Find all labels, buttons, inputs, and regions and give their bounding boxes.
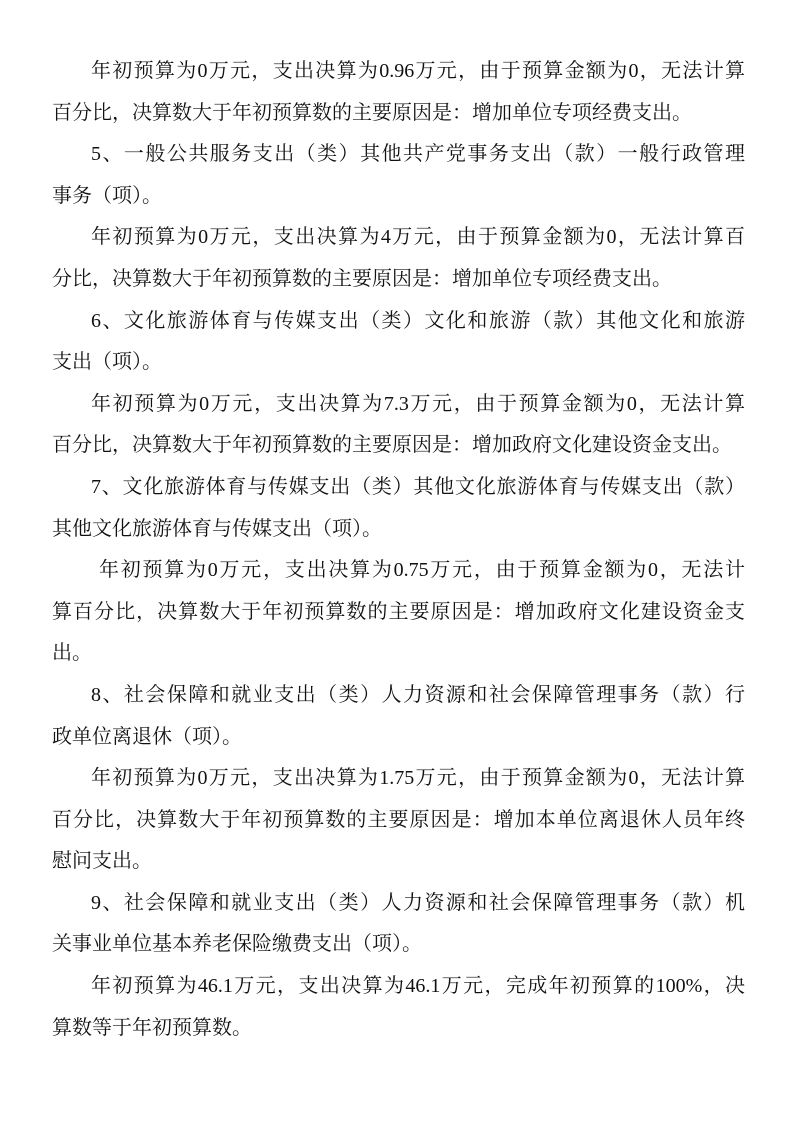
item-heading-8 <box>52 675 745 758</box>
text-line: 算数等于年初预算数。 <box>52 1016 252 1039</box>
text-line: 事务（项）。 <box>52 184 162 207</box>
budget-explanation-paragraph <box>52 758 745 883</box>
text-line: 7、文化旅游体育与传媒支出（类）其他文化旅游体育与传媒支出（款） <box>91 475 745 498</box>
text-line: 算百分比，决算数大于年初预算数的主要原因是：增加政府文化建设资金支 <box>52 600 745 623</box>
text-line: 年初预算为0万元，支出决算为0.75万元，由于预算金额为0，无法计 <box>99 559 745 582</box>
text-line: 年初预算为0万元，支出决算为7.3万元，由于预算金额为0，无法计算 <box>91 392 745 415</box>
text-line: 关事业单位基本养老保险缴费支出（项）。 <box>52 933 422 956</box>
text-line: 百分比，决算数大于年初预算数的主要原因是：增加单位专项经费支出。 <box>52 101 692 124</box>
item-heading-9 <box>52 883 745 966</box>
text-line: 年初预算为0万元，支出决算为4万元，由于预算金额为0，无法计算百 <box>91 226 745 249</box>
text-line: 其他文化旅游体育与传媒支出（项）。 <box>52 517 382 540</box>
document-page <box>52 51 745 1049</box>
text-line: 6、文化旅游体育与传媒支出（类）文化和旅游（款）其他文化和旅游 <box>91 309 745 332</box>
budget-explanation-paragraph <box>52 384 745 467</box>
text-line: 百分比，决算数大于年初预算数的主要原因是：增加本单位离退休人员年终 <box>52 808 745 831</box>
text-line: 出。 <box>52 642 92 665</box>
text-line: 年初预算为46.1万元，支出决算为46.1万元，完成年初预算的100%，决 <box>91 975 745 998</box>
text-line: 分比，决算数大于年初预算数的主要原因是：增加单位专项经费支出。 <box>52 267 672 290</box>
budget-explanation-paragraph <box>52 217 745 300</box>
text-line: 8、社会保障和就业支出（类）人力资源和社会保障管理事务（款）行 <box>91 683 745 706</box>
budget-explanation-paragraph <box>52 51 745 134</box>
item-heading-6 <box>52 301 745 384</box>
budget-explanation-paragraph <box>52 550 745 675</box>
text-line: 年初预算为0万元，支出决算为1.75万元，由于预算金额为0，无法计算 <box>91 767 745 790</box>
budget-explanation-paragraph <box>52 966 745 1049</box>
text-line: 支出（项）。 <box>52 351 162 374</box>
text-line: 年初预算为0万元，支出决算为0.96万元，由于预算金额为0，无法计算 <box>91 60 745 82</box>
text-line: 慰问支出。 <box>52 850 152 873</box>
text-line: 政单位离退休（项）。 <box>52 725 242 748</box>
item-heading-5 <box>52 134 745 217</box>
text-line: 5、一般公共服务支出（类）其他共产党事务支出（款）一般行政管理 <box>91 143 745 166</box>
item-heading-7 <box>52 467 745 550</box>
text-line: 百分比，决算数大于年初预算数的主要原因是：增加政府文化建设资金支出。 <box>52 434 732 457</box>
text-line: 9、社会保障和就业支出（类）人力资源和社会保障管理事务（款）机 <box>91 891 745 914</box>
